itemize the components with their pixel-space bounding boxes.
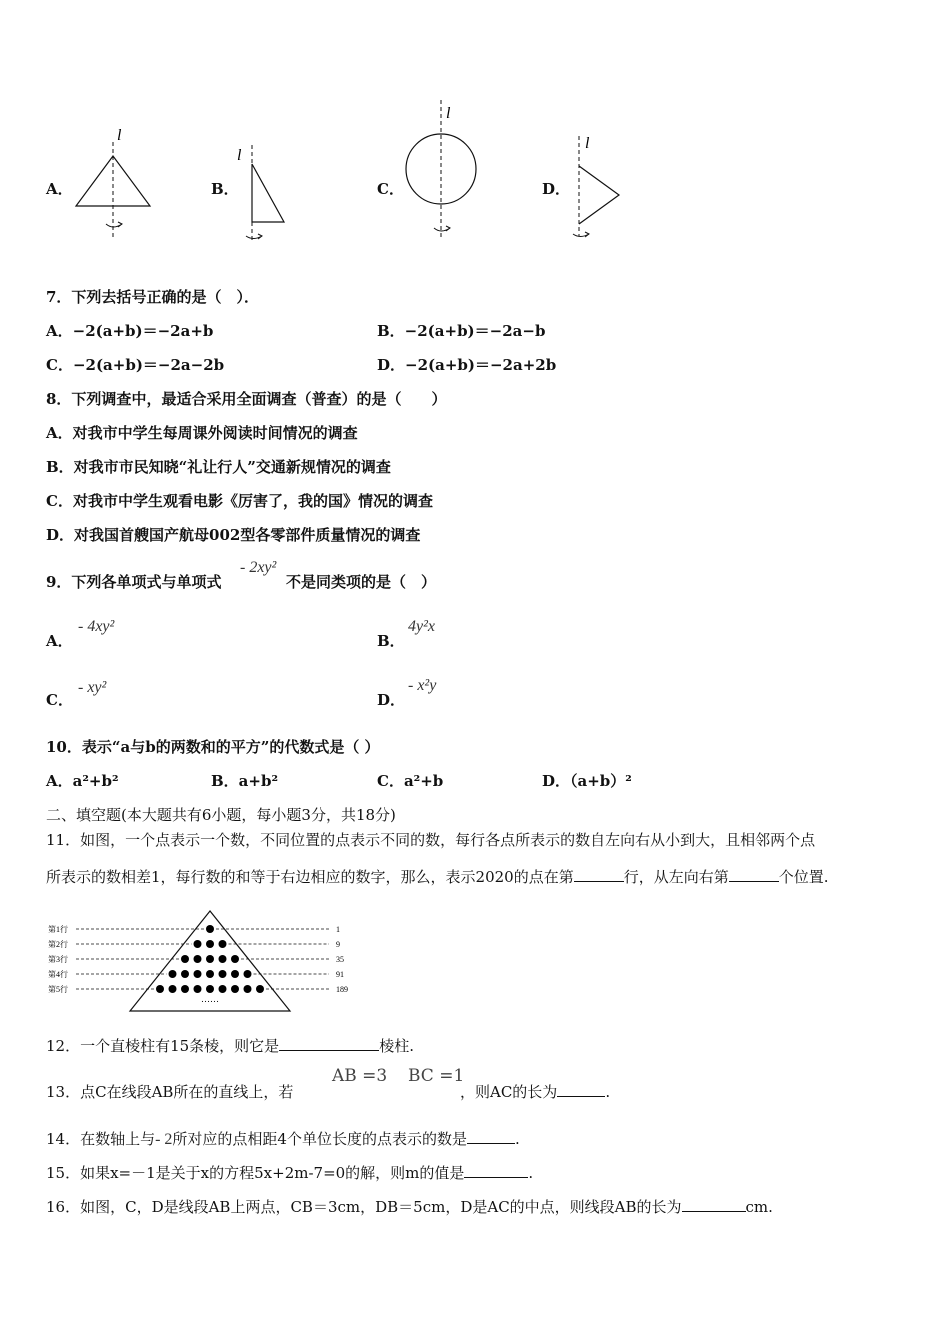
q13-post-group [460, 1081, 610, 1102]
q9-option-c-label: C． [46, 691, 73, 709]
q11-blank-position[interactable] [729, 867, 779, 882]
q11-dot [194, 985, 202, 993]
q12-blank[interactable] [279, 1036, 379, 1051]
q11-row-label: 第5行 [48, 985, 68, 994]
q7-option-b: B．−2(a+b)＝−2a−b [377, 322, 546, 340]
q7-stem: 7．下列去括号正确的是（ ）． [46, 288, 259, 306]
q10-option-d: D．（a+b）² [542, 772, 632, 790]
q16-blank[interactable] [682, 1197, 746, 1212]
section-2-heading: 二、填空题(本大题共有6小题，每小题3分，共18分) [46, 806, 396, 824]
q14-post: 所对应的点相距4个单位长度的点表示的数是 [172, 1130, 467, 1148]
q6-axis-label-a: l [117, 127, 122, 144]
q6-option-b-label: B． [211, 180, 239, 198]
q11-dot [181, 985, 189, 993]
q11-row-label: 第1行 [48, 925, 68, 934]
q11-line-2-a: 所表示的数相差1，每行数的和等于右边相应的数字，那么，表示2020的点在第 [46, 868, 574, 886]
q13-blank[interactable] [557, 1082, 605, 1097]
q11-row-label: 第2行 [48, 940, 68, 949]
q11-line-2 [46, 866, 829, 887]
q13-end: . [605, 1083, 611, 1101]
q15-blank[interactable] [464, 1163, 528, 1178]
q9-option-b-math: 4y²x [408, 618, 435, 635]
q11-dot [169, 970, 177, 978]
q10-option-b: B．a+b² [211, 772, 279, 790]
q13-math-bc: BC =1 [408, 1066, 465, 1086]
q14-math: - 2 [155, 1131, 173, 1148]
q11-dot [194, 970, 202, 978]
q11-dot [231, 955, 239, 963]
q11-dot [206, 970, 214, 978]
q13-math-ab: AB =3 [332, 1066, 388, 1086]
q6-figure-d [565, 128, 635, 246]
q9-stem-math: - 2xy² [240, 559, 277, 576]
q11-dot [181, 955, 189, 963]
q11-dot [244, 970, 252, 978]
q9-stem-pre: 9．下列各单项式与单项式 [46, 573, 222, 591]
q11-dot [231, 970, 239, 978]
q6-axis-label-c: l [446, 105, 451, 122]
q11-dot [219, 985, 227, 993]
q11-line-1: 11．如图，一个点表示一个数，不同位置的点表示不同的数，每行各点所表示的数自左向右从小到大，且相邻两个点 [46, 831, 816, 849]
q11-blank-row[interactable] [574, 867, 624, 882]
q6-option-a-label: A． [46, 180, 73, 198]
q16-text: 16．如图，C，D是线段AB上两点，CB＝3cm，DB＝5cm，D是AC的中点，则线段AB的长为 [46, 1198, 682, 1216]
q10-stem: 10．表示“a与b的两数和的平方”的代数式是（ ） [46, 738, 380, 756]
q11-dot [194, 955, 202, 963]
q11-dot [219, 940, 227, 948]
q11-row-sum: 1 [336, 925, 340, 934]
q12-pre: 12．一个直棱柱有15条棱，则它是 [46, 1037, 280, 1055]
q11-dot [181, 970, 189, 978]
q11-dot [244, 985, 252, 993]
q11-row-label: 第4行 [48, 970, 68, 979]
q13-post: ，则AC的长为 [460, 1083, 558, 1101]
q9-option-d-math: - x²y [408, 677, 437, 694]
q15-pre: 15．如果x=－1是关于x的方程5x+2m-7=0的解，则m的值是 [46, 1164, 465, 1182]
q8-option-c: C．对我市中学生观看电影《厉害了，我的国》情况的调查 [46, 492, 433, 510]
q11-dot [194, 940, 202, 948]
q11-dot [231, 985, 239, 993]
q14-end: . [514, 1130, 520, 1148]
q11-dot [219, 955, 227, 963]
q14-pre: 14．在数轴上与 [46, 1130, 156, 1148]
q11-dot [219, 970, 227, 978]
q8-option-b: B．对我市市民知晓“礼让行人”交通新规情况的调查 [46, 458, 391, 476]
q14-blank[interactable] [467, 1129, 515, 1144]
q6-option-d-label: D． [542, 180, 571, 198]
q11-dot [169, 985, 177, 993]
q7-option-d: D．−2(a+b)＝−2a+2b [377, 356, 557, 374]
q16-end: cm. [745, 1198, 773, 1216]
q15-end: . [528, 1164, 534, 1182]
q11-dot [156, 985, 164, 993]
q11-row-sum: 9 [336, 940, 340, 949]
q6-figure-b [232, 140, 302, 250]
q7-option-a: A．−2(a+b)＝−2a+b [46, 322, 214, 340]
q6-option-c-label: C． [377, 180, 404, 198]
q7-option-c: C．−2(a+b)＝−2a−2b [46, 356, 225, 374]
q11-dot [206, 985, 214, 993]
q6-axis-label-d: l [585, 135, 590, 152]
q8-option-d: D．对我国首艘国产航母002型各零部件质量情况的调查 [46, 526, 421, 544]
q11-row-sum: 189 [336, 985, 348, 994]
q9-option-c-math: - xy² [78, 679, 107, 696]
q12 [46, 1035, 414, 1056]
q12-post: 棱柱. [379, 1037, 414, 1055]
q11-dot [206, 925, 214, 933]
q11-dot [256, 985, 264, 993]
q11-line-2-c: 个位置. [778, 868, 829, 886]
q11-line-2-b: 行，从左向右第 [623, 868, 729, 886]
q10-option-c: C．a²+b [377, 772, 444, 790]
q11-ellipsis: …… [201, 994, 219, 1004]
q6-figure-c [400, 98, 485, 246]
q6-figure-a [68, 120, 158, 245]
q11-dot-triangle-figure [46, 905, 366, 1015]
q10-option-a: A．a²+b² [46, 772, 119, 790]
q9-option-a-label: A． [46, 632, 73, 650]
q8-stem: 8．下列调查中，最适合采用全面调查（普查）的是（ ） [46, 390, 447, 408]
q13-pre: 13．点C在线段AB所在的直线上，若 [46, 1083, 294, 1101]
q11-dot [206, 955, 214, 963]
q11-row-sum: 91 [336, 970, 344, 979]
q8-option-a: A．对我市中学生每周课外阅读时间情况的调查 [46, 424, 358, 442]
q9-stem-post: 不是同类项的是（ ） [286, 573, 437, 591]
q11-row-sum: 35 [336, 955, 344, 964]
q6-axis-label-b: l [237, 147, 242, 164]
q9-option-a-math: - 4xy² [78, 618, 115, 635]
q9-option-b-label: B． [377, 632, 405, 650]
q11-row-label: 第3行 [48, 955, 68, 964]
q9-option-d-label: D． [377, 691, 406, 709]
q11-dot [206, 940, 214, 948]
